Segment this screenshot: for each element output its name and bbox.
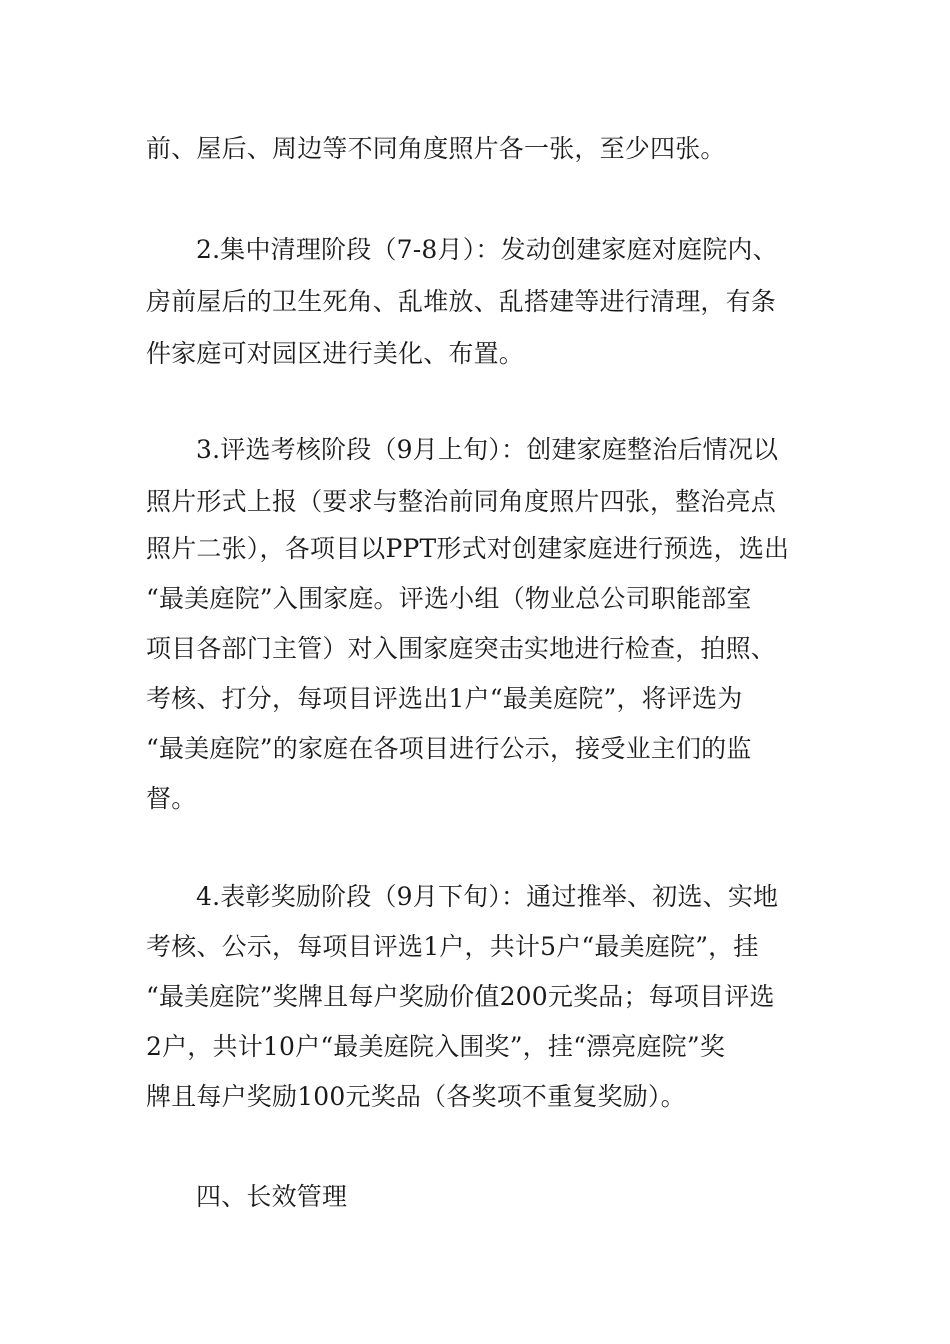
text-line-2: 2.集中清理阶段（7-8月）：发动创建家庭对庭院内、 [196, 235, 778, 264]
text-line-4: 件家庭可对园区进行美化、布置。 [146, 339, 525, 368]
text-line-7: 照片二张），各项目以PPT形式对创建家庭进行预选，选出 [146, 534, 790, 563]
text-line-5: 3.评选考核阶段（9月上旬）：创建家庭整治后情况以 [196, 435, 779, 464]
text-line-3: 房前屋后的卫生死角、乱堆放、乱搭建等进行清理，有条 [146, 287, 777, 316]
text-line-12: 督。 [146, 784, 197, 813]
text-line-13: 4.表彰奖励阶段（9月下旬）：通过推举、初选、实地 [196, 882, 779, 911]
text-line-1: 前、屋后、周边等不同角度照片各一张，至少四张。 [146, 134, 726, 163]
section-heading: 四、长效管理 [196, 1182, 348, 1211]
text-line-14: 考核、公示，每项目评选1户，共计5户“最美庭院”，挂 [146, 932, 759, 961]
text-line-8: “最美庭院”入围家庭。评选小组（物业总公司职能部室 [146, 584, 752, 613]
text-line-10: 考核、打分，每项目评选出1户“最美庭院”，将评选为 [146, 684, 743, 713]
text-line-15: “最美庭院”奖牌且每户奖励价值200元奖品；每项目评选 [146, 982, 775, 1011]
text-line-17: 牌且每户奖励100元奖品（各奖项不重复奖励）。 [146, 1082, 686, 1111]
text-line-6: 照片形式上报（要求与整治前同角度照片四张，整治亮点 [146, 487, 777, 516]
text-line-9: 项目各部门主管）对入围家庭突击实地进行检查，拍照、 [146, 634, 777, 663]
text-line-16: 2户，共计10户“最美庭院入围奖”，挂“漂亮庭院”奖 [146, 1032, 726, 1061]
text-line-11: “最美庭院”的家庭在各项目进行公示，接受业主们的监 [146, 734, 752, 763]
